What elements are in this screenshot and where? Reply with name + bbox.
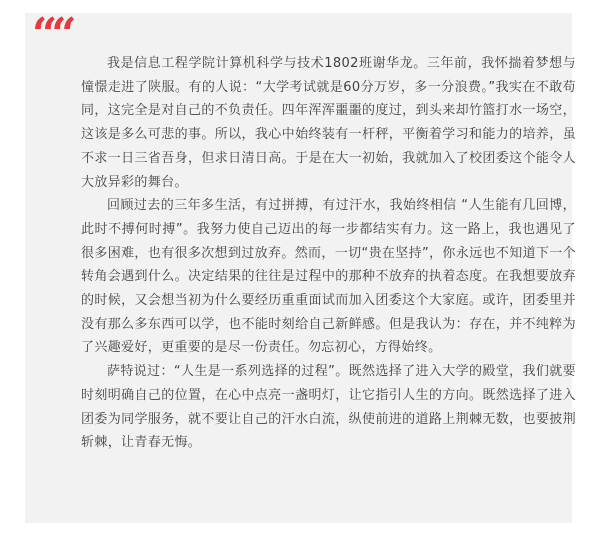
quote-icon: ““ (32, 9, 71, 60)
paragraph-2: 回顾过去的三年多生活，有过拼搏，有过汗水，我始终相信 “人生能有几回博，此时不搏何时搏”。我努力使自己迈出的每一步都结实有力。这一路上，我也遇见了很多困难，也有很多次想到过放弃。然而，一切“贵在坚持”，你永远也不知道下一个转角会遇到什么。决定结果的往往是过程中的那种不放弃的执着态度。在我想要放弃的时候，又会想当初为什么要经历重重面试而加入团委这个大家庭。或许，团委里并没有那么多东西可以学，也不能时刻给自己新鲜感。但是我认为：存在，并不纯粹为了兴趣爱好，更重要的是尽一份责任。勿忘初心，方得始终。 (81, 198, 576, 356)
quote-card (25, 9, 576, 523)
paragraph-3: 萨特说过：“人生是一系列选择的过程”。既然选择了进入大学的殿堂，我们就要时刻明确自己的位置，在心中点亮一盏明灯，让它指引人生的方向。既然选择了进入团委为同学服务，就不要让自己的汗水白流，纵使前进的道路上荆棘无数，也要披荆斩棘，让青春无悔。 (81, 364, 576, 451)
article-body (81, 52, 576, 455)
paragraph-1: 我是信息工程学院计算机科学与技术1802班谢华龙。三年前，我怀揣着梦想与憧憬走进了陕服。有的人说：“大学考试就是60分万岁，多一分浪费。”我实在不敢苟同，这完全是对自己的不负责任。四年浑浑噩噩的度过，到头来却竹篮打水一场空，这该是多么可悲的事。所以，我心中始终装有一杆秤，平衡着学习和能力的培养，虽不求一日三省吾身，但求日清日高。于是在大一初始，我就加入了校团委这个能令人大放异彩的舞台。 (81, 56, 576, 190)
